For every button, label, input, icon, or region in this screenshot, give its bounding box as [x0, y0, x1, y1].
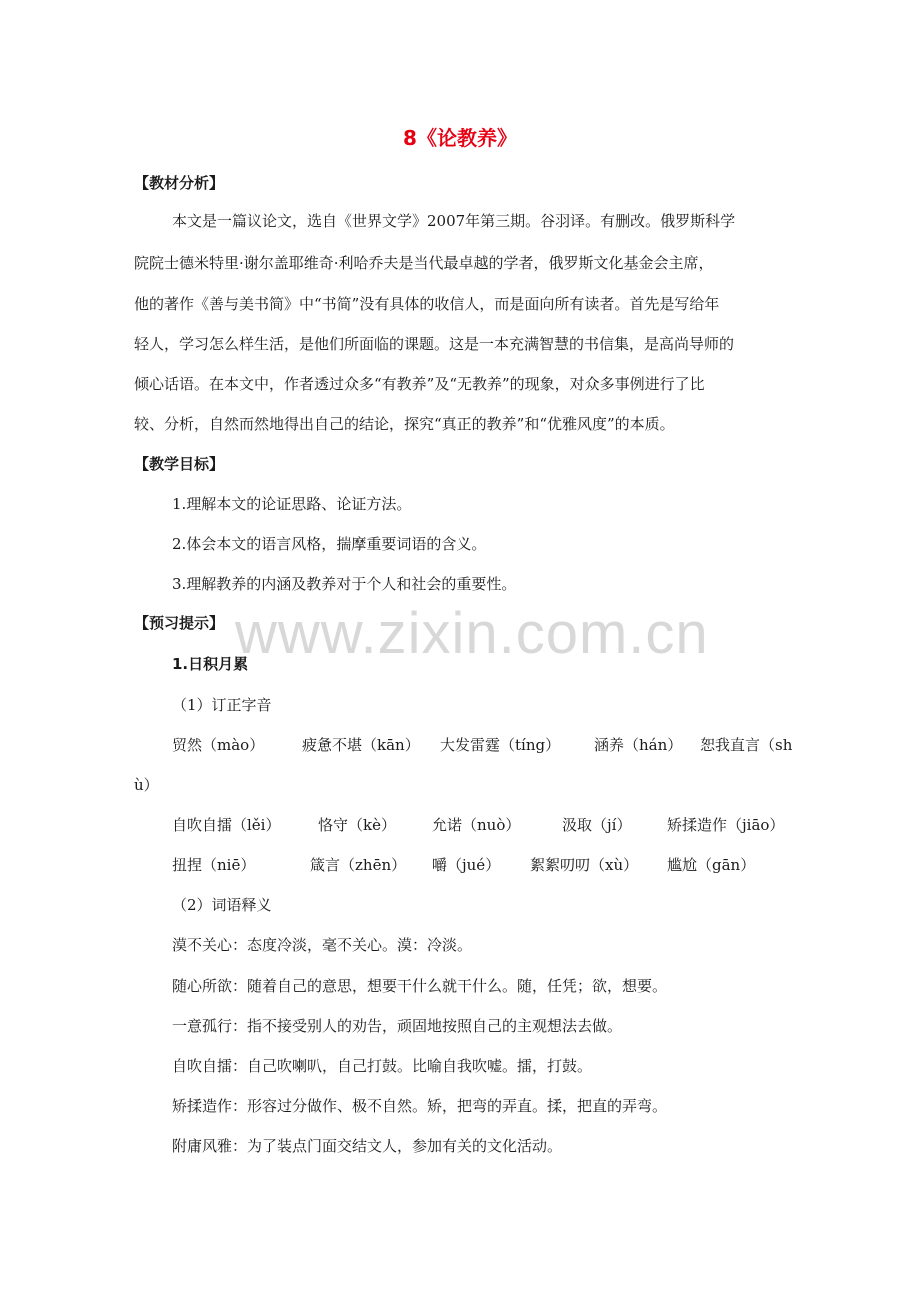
pron-item: 允诺（nuò） — [432, 816, 521, 834]
pron-item: 贸然（mào） — [172, 736, 265, 754]
section-heading-preview: 【预习提示】 — [134, 614, 225, 632]
watermark: www.zixin.com.cn — [235, 601, 709, 666]
pron-item: 絮絮叨叨（xù） — [530, 856, 639, 874]
pron-item-wrap: ù） — [134, 776, 159, 794]
goal-item: 1.理解本文的论证思路、论证方法。 — [172, 495, 412, 513]
pron-item: 涵养（hán） — [594, 736, 683, 754]
analysis-line: 院院士德米特里·谢尔盖耶维奇·利哈乔夫是当代最卓越的学者，俄罗斯文化基金会主席， — [134, 254, 714, 272]
section-heading-analysis: 【教材分析】 — [134, 174, 225, 192]
definition-item: 自吹自擂：自己吹喇叭，自己打鼓。比喻自我吹嘘。擂，打鼓。 — [172, 1057, 593, 1075]
subsection-label: （2）词语释义 — [172, 896, 272, 914]
pron-item: 汲取（jí） — [562, 816, 632, 834]
subsection-label: （1）订正字音 — [172, 696, 272, 714]
pron-item: 恪守（kè） — [318, 816, 396, 834]
analysis-line: 他的著作《善与美书简》中“书简”没有具体的收信人，而是面向所有读者。首先是写给年 — [134, 295, 720, 313]
goal-item: 3.理解教养的内涵及教养对于个人和社会的重要性。 — [172, 575, 517, 593]
definition-item: 附庸风雅：为了装点门面交结文人，参加有关的文化活动。 — [172, 1137, 563, 1155]
pron-item: 大发雷霆（tíng） — [440, 736, 561, 754]
pron-item: 箴言（zhēn） — [310, 856, 407, 874]
goal-item: 2.体会本文的语言风格，揣摩重要词语的含义。 — [172, 535, 487, 553]
pron-item: 矫揉造作（jiāo） — [667, 816, 785, 834]
pron-item: 自吹自擂（lěi） — [172, 816, 281, 834]
definition-item: 漠不关心：态度冷淡，毫不关心。漠：冷淡。 — [172, 936, 473, 954]
definition-item: 矫揉造作：形容过分做作、极不自然。矫，把弯的弄直。揉，把直的弄弯。 — [172, 1097, 668, 1115]
analysis-line: 本文是一篇议论文，选自《世界文学》2007年第三期。谷羽译。有删改。俄罗斯科学 — [172, 212, 736, 230]
analysis-line: 较、分析，自然而然地得出自己的结论，探究“真正的教养”和“优雅风度”的本质。 — [134, 415, 675, 433]
pron-item: 嚼（jué） — [432, 856, 501, 874]
page-title: 8《论教养》 — [403, 126, 517, 150]
subsection-heading: 1.日积月累 — [172, 655, 249, 673]
definition-item: 随心所欲：随着自己的意思，想要干什么就干什么。随，任凭；欲，想要。 — [172, 977, 668, 995]
analysis-line: 倾心话语。在本文中，作者透过众多“有教养”及“无教养”的现象，对众多事例进行了比 — [134, 375, 705, 393]
pron-item: 扭捏（niē） — [172, 856, 256, 874]
definition-item: 一意孤行：指不接受别人的劝告，顽固地按照自己的主观想法去做。 — [172, 1017, 623, 1035]
pron-item: 尴尬（gān） — [667, 856, 756, 874]
analysis-line: 轻人，学习怎么样生活，是他们所面临的课题。这是一本充满智慧的书信集，是高尚导师的 — [134, 335, 735, 353]
pron-item: 疲惫不堪（kān） — [302, 736, 420, 754]
section-heading-goals: 【教学目标】 — [134, 455, 225, 473]
pron-item: 恕我直言（sh — [700, 736, 793, 754]
